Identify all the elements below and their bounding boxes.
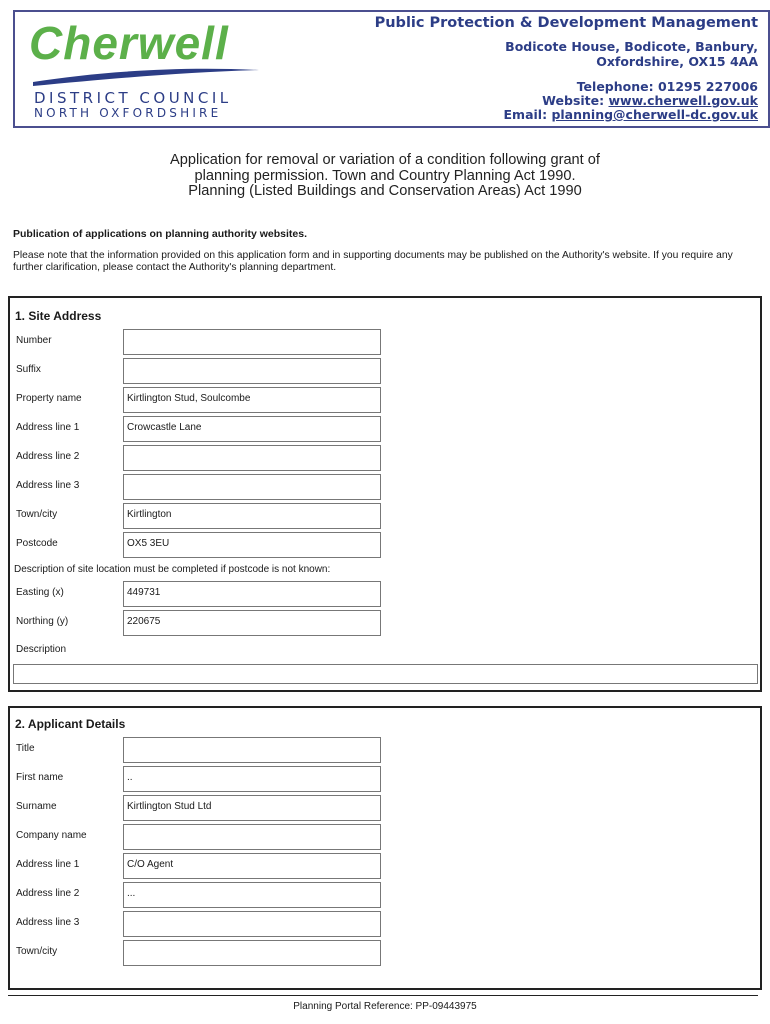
- website-link[interactable]: www.cherwell.gov.uk: [608, 93, 758, 108]
- form-row: [10, 445, 760, 471]
- publication-notice: Please note that the information provided on this application form and in supporting documents may be published on the Authority's website. If you require any further clarification, please contact the Authority's planning department.: [13, 250, 733, 273]
- field-label: Address line 1: [16, 859, 80, 870]
- field-label: Address line 1: [16, 422, 80, 433]
- field-label: Company name: [16, 830, 87, 841]
- header-banner: [13, 10, 770, 128]
- field-label: First name: [16, 772, 64, 783]
- form-row: [10, 474, 760, 500]
- field-label: Town/city: [16, 946, 58, 957]
- description-label: Description: [16, 644, 67, 655]
- address-line-1: Bodicote House, Bodicote, Banbury,: [505, 39, 758, 54]
- form-row: [10, 882, 760, 908]
- location-note: Description of site location must be completed if postcode is not known:: [14, 564, 331, 575]
- suffix-field[interactable]: [123, 358, 381, 384]
- surname-field[interactable]: Kirtlington Stud Ltd: [123, 795, 381, 821]
- address-line-2: Oxfordshire, OX15 4AA: [596, 54, 758, 69]
- section-title: 1. Site Address: [15, 309, 102, 323]
- form-row: [10, 416, 760, 442]
- form-row: [10, 853, 760, 879]
- department-title: Public Protection & Development Management: [374, 15, 758, 31]
- applicant-details-section: [8, 706, 762, 990]
- field-label: Address line 2: [16, 451, 80, 462]
- field-label: Easting (x): [16, 587, 64, 598]
- form-row: [10, 911, 760, 937]
- telephone-number: 01295 227006: [657, 79, 758, 94]
- form-row: [10, 581, 760, 607]
- town-city-field[interactable]: Kirtlington: [123, 503, 381, 529]
- form-row: [10, 824, 760, 850]
- field-label: Address line 3: [16, 480, 80, 491]
- email-label: Email:: [503, 107, 548, 122]
- address-line-2-field[interactable]: [123, 445, 381, 471]
- title-field[interactable]: [123, 737, 381, 763]
- northing-field[interactable]: 220675: [123, 610, 381, 636]
- description-field[interactable]: [13, 664, 758, 684]
- email-line: [504, 107, 759, 122]
- site-address-section: [8, 296, 762, 692]
- email-link[interactable]: planning@cherwell-dc.gov.uk: [551, 107, 758, 122]
- address-line-1-field[interactable]: Crowcastle Lane: [123, 416, 381, 442]
- form-row: [10, 358, 760, 384]
- address-line-1-field[interactable]: C/O Agent: [123, 853, 381, 879]
- field-label: Title: [16, 743, 35, 754]
- form-row: [10, 737, 760, 763]
- council-logo-wordmark: Cherwell: [29, 17, 229, 69]
- postcode-field[interactable]: OX5 3EU: [123, 532, 381, 558]
- company-name-field[interactable]: [123, 824, 381, 850]
- council-name-line2: NORTH OXFORDSHIRE: [34, 106, 222, 120]
- field-label: Surname: [16, 801, 57, 812]
- form-row: [10, 766, 760, 792]
- field-label: Suffix: [16, 364, 41, 375]
- telephone-label: Telephone:: [576, 79, 654, 94]
- publication-heading: Publication of applications on planning authority websites.: [13, 228, 308, 240]
- document-title: [0, 153, 770, 200]
- field-label: Postcode: [16, 538, 58, 549]
- section-title: 2. Applicant Details: [15, 717, 126, 731]
- easting-field[interactable]: 449731: [123, 581, 381, 607]
- field-label: Northing (y): [16, 616, 69, 627]
- logo-swoosh-icon: [27, 60, 267, 88]
- telephone-line: [577, 79, 758, 94]
- field-label: Property name: [16, 393, 82, 404]
- field-label: Number: [16, 335, 52, 346]
- town-city-field[interactable]: [123, 940, 381, 966]
- field-label: Address line 2: [16, 888, 80, 899]
- first-name-field[interactable]: ..: [123, 766, 381, 792]
- title-line-2: planning permission. Town and Country Planning Act 1990.: [194, 167, 576, 184]
- property-name-field[interactable]: Kirtlington Stud, Soulcombe: [123, 387, 381, 413]
- field-label: Address line 3: [16, 917, 80, 928]
- council-name-line1: DISTRICT COUNCIL: [34, 89, 232, 107]
- address-line-3-field[interactable]: [123, 474, 381, 500]
- form-row: [10, 610, 760, 636]
- form-row: [10, 940, 760, 966]
- form-row: [10, 329, 760, 355]
- website-line: [542, 93, 758, 108]
- planning-portal-reference: Planning Portal Reference: PP-09443975: [293, 1001, 477, 1012]
- website-label: Website:: [542, 93, 605, 108]
- title-line-1: Application for removal or variation of a condition following grant of: [170, 152, 600, 168]
- form-row: [10, 795, 760, 821]
- form-row: [10, 387, 760, 413]
- footer-divider: [8, 995, 758, 996]
- number-field[interactable]: [123, 329, 381, 355]
- form-row: [10, 503, 760, 529]
- title-line-3: Planning (Listed Buildings and Conservation Areas) Act 1990: [188, 183, 582, 199]
- address-line-3-field[interactable]: [123, 911, 381, 937]
- form-row: [10, 532, 760, 558]
- field-label: Town/city: [16, 509, 58, 520]
- address-line-2-field[interactable]: ...: [123, 882, 381, 908]
